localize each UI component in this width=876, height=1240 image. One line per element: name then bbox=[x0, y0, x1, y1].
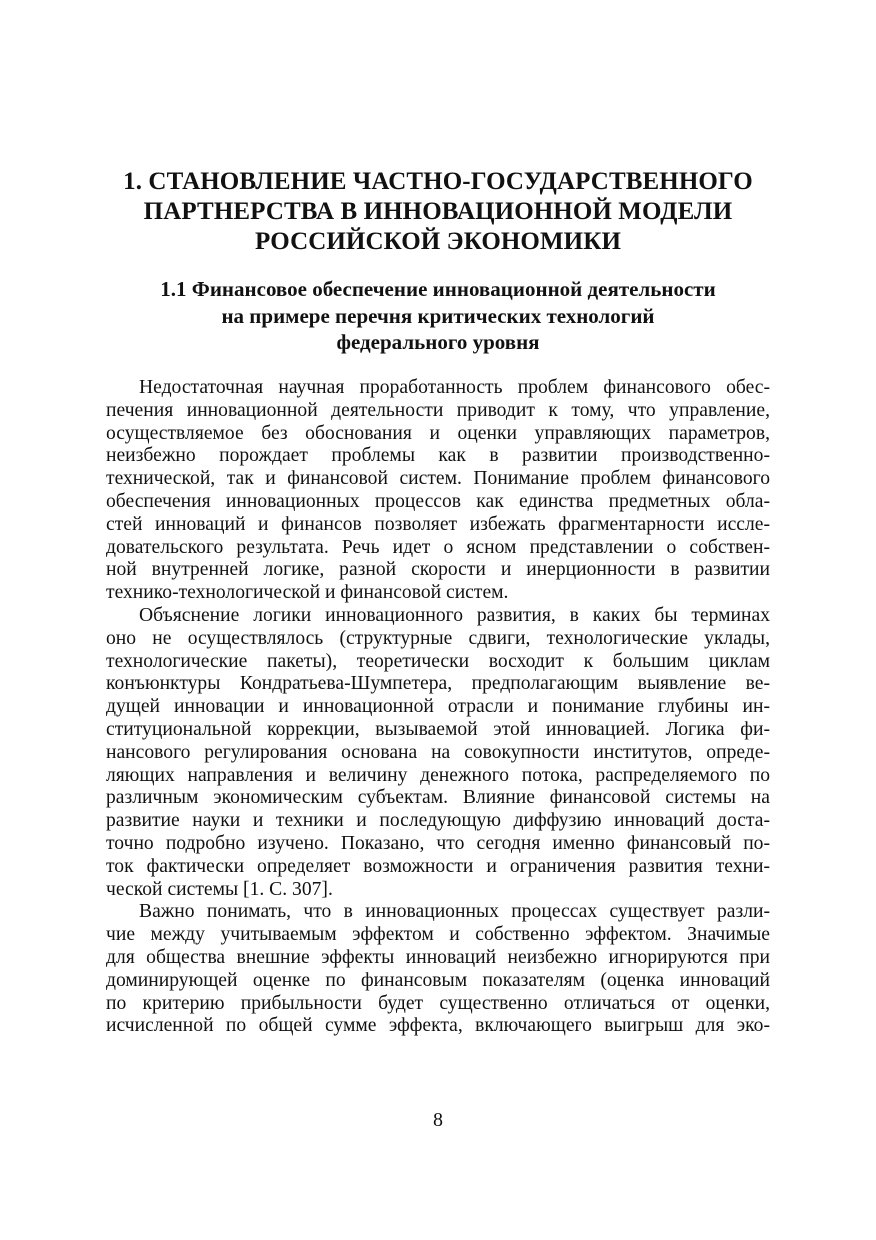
text-line: технико-технологической и финансовой систем. bbox=[106, 582, 509, 604]
text-line: ституциональной коррекции, вызываемой этой инновацией. Логика фи- bbox=[106, 718, 770, 740]
text-line: дущей инновации и инновационной отрасли и понимание глубины ин- bbox=[106, 696, 770, 718]
text-line: доминирующей оценке по финансовым показателям (оценка инноваций bbox=[106, 969, 770, 991]
section-title-line: 1.1 Финансовое обеспечение инновационной деятельности bbox=[160, 277, 716, 301]
text-line: ной внутренней логике, разной скорости и инерционности в развитии bbox=[106, 559, 770, 581]
text-line: Важно понимать, что в инновационных процессах существует разли- bbox=[139, 901, 770, 923]
text-line: различным экономическим субъектам. Влияние финансовой системы на bbox=[106, 787, 770, 809]
text-line: довательского результата. Речь идет о ясном представлении о собствен- bbox=[106, 536, 770, 558]
paragraph-1 bbox=[106, 377, 770, 605]
page-number: 8 bbox=[433, 1109, 443, 1131]
chapter-title-line: 1. СТАНОВЛЕНИЕ ЧАСТНО-ГОСУДАРСТВЕННОГО bbox=[123, 168, 753, 195]
text-line: технической, так и финансовой систем. Понимание проблем финансового bbox=[106, 468, 770, 490]
paragraph-2 bbox=[106, 605, 770, 901]
section-title-line: федерального уровня bbox=[336, 330, 540, 354]
text-line: чие между учитываемым эффектом и собственно эффектом. Значимые bbox=[106, 924, 770, 946]
text-line: неизбежно порождает проблемы как в развитии производственно- bbox=[106, 445, 770, 467]
chapter-title-line: ПАРТНЕРСТВА В ИННОВАЦИОННОЙ МОДЕЛИ bbox=[143, 198, 733, 225]
text-line: стей инноваций и финансов позволяет избежать фрагментарности иссле- bbox=[106, 513, 770, 535]
text-line: конъюнктуры Кондратьева-Шумпетера, предполагающим выявление ве- bbox=[106, 673, 770, 695]
text-line: развитие науки и техники и последующую диффузию инноваций доста- bbox=[106, 810, 770, 832]
chapter-title-line: РОССИЙСКОЙ ЭКОНОМИКИ bbox=[255, 228, 621, 255]
section-title bbox=[98, 276, 778, 356]
text-line: технологические пакеты), теоретически восходит к большим циклам bbox=[106, 650, 770, 672]
paragraph-3 bbox=[106, 901, 770, 1038]
text-line: ляющих направления и величину денежного потока, распределяемого по bbox=[106, 764, 770, 786]
section-title-line: на примере перечня критических технологий bbox=[221, 303, 655, 328]
text-line: осуществляемое без обоснования и оценки управляющих параметров, bbox=[106, 422, 770, 444]
text-line: нансового регулирования основана на совокупности институтов, опреде- bbox=[106, 741, 770, 763]
text-line: оно не осуществлялось (структурные сдвиги, технологические уклады, bbox=[106, 627, 770, 649]
text-line: по критерию прибыльности будет существенно отличаться от оценки, bbox=[106, 992, 770, 1014]
text-line: ток фактически определяет возможности и ограничения развития техни- bbox=[106, 855, 770, 877]
text-line: ческой системы [1. С. 307]. bbox=[106, 878, 333, 900]
body-text bbox=[106, 377, 770, 1038]
text-line: для общества внешние эффекты инноваций неизбежно игнорируются при bbox=[106, 946, 770, 968]
text-line: исчисленной по общей сумме эффекта, включающего выигрыш для эко- bbox=[106, 1015, 770, 1037]
text-line: точно подробно изучено. Показано, что сегодня именно финансовый по- bbox=[106, 832, 770, 854]
text-line: Объяснение логики инновационного развития, в каких бы терминах bbox=[139, 604, 770, 626]
text-line: обеспечения инновационных процессов как единства предметных обла- bbox=[106, 490, 770, 512]
text-line: печения инновационной деятельности приводит к тому, что управление, bbox=[106, 399, 770, 421]
chapter-title bbox=[98, 167, 778, 257]
text-line: Недостаточная научная проработанность проблем финансового обес- bbox=[139, 377, 770, 398]
